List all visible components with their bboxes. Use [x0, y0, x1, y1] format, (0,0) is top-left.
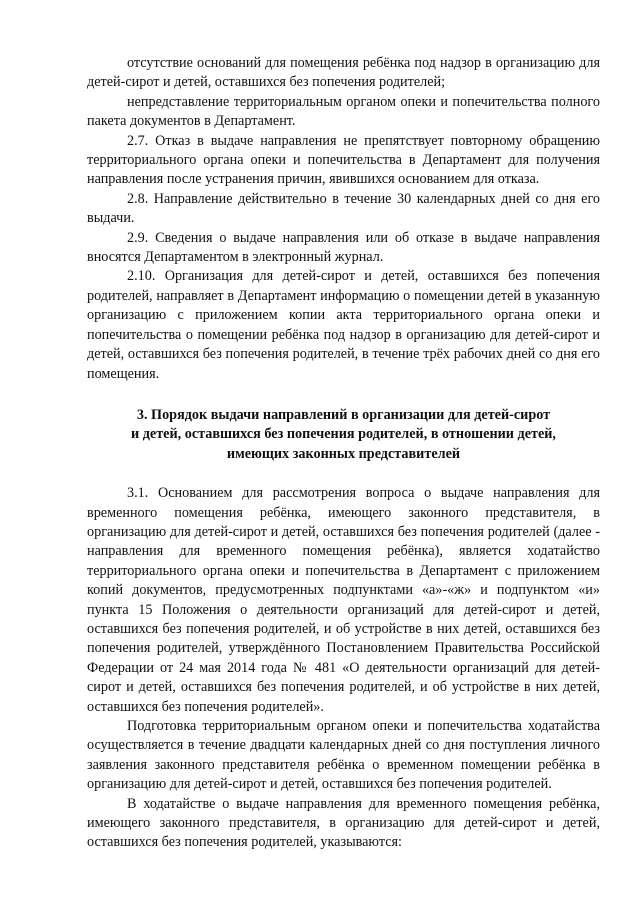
section-3-heading-line-1: 3. Порядок выдачи направлений в организации для детей-сирот	[136, 406, 551, 423]
paragraph-petition-contents: В ходатайстве о выдаче направления для временного помещения ребёнка, имеющего законного представителя, в организацию для детей-сирот и детей, оставшихся без попечения родителей, указываются:	[87, 795, 600, 851]
document-page	[87, 54, 600, 853]
paragraph-2-8: 2.8. Направление действительно в течение 30 календарных дней со дня его выдачи.	[87, 190, 600, 227]
section-3-heading	[87, 406, 600, 464]
paragraph-2-7: 2.7. Отказ в выдаче направления не препятствует повторному обращению территориального органа опеки и попечительства в Департамент для получения направления после устранения причин, явившихся основанием для отказа.	[87, 132, 600, 188]
paragraph-no-grounds: отсутствие оснований для помещения ребёнка под надзор в организацию для детей-сирот и детей, оставшихся без попечения родителей;	[87, 55, 600, 91]
paragraph-2-10: 2.10. Организация для детей-сирот и детей, оставшихся без попечения родителей, направляет в Департамент информацию о помещении детей в указанную организацию с приложением копии акта территориального органа опеки и попечительства о помещении ребёнка под надзор в организацию для детей-сирот и детей, оставшихся без попечения родителей, в течение трёх рабочих дней со дня его помещения.	[87, 268, 600, 382]
section-3-heading-line-3: имеющих законных представителей	[226, 445, 461, 462]
paragraph-2-9: 2.9. Сведения о выдаче направления или об отказе в выдаче направления вносятся Департаментом в электронный журнал.	[87, 229, 600, 266]
section-3-heading-line-2: и детей, оставшихся без попечения родителей, в отношении детей,	[131, 426, 556, 443]
paragraph-petition-preparation: Подготовка территориальным органом опеки и попечительства ходатайства осуществляется в течение двадцати календарных дней со дня поступления личного заявления законного представителя ребёнка о временном помещении ребёнка в организацию для детей-сирот и детей, оставшихся без попечения родителей.	[87, 718, 600, 793]
paragraph-3-1: 3.1. Основанием для рассмотрения вопроса о выдаче направления для временного помещения ребёнка, имеющего законного представителя, в организацию для детей-сирот и детей, оставшихся без попечения родителей (далее - направления для временного помещения ребёнка), является ходатайство территориального органа опеки и попечительства в Департамент с приложением копий документов, предусмотренных подпунктами «а»-«ж» и подпунктом «и» пункта 15 Положения о деятельности организаций для детей-сирот и детей, оставшихся без попечения родителей, и об устройстве в них детей, оставшихся без попечения родителей, утверждённого Постановлением Правительства Российской Федерации от 24 мая 2014 года № 481 «О деятельности организаций для детей-сирот и детей, оставшихся без попечения родителей, и об устройстве в них детей, оставшихся без попечения родителей».	[87, 485, 600, 715]
paragraph-incomplete-documents: непредставление территориальным органом опеки и попечительства полного пакета документов в Департамент.	[87, 93, 600, 130]
